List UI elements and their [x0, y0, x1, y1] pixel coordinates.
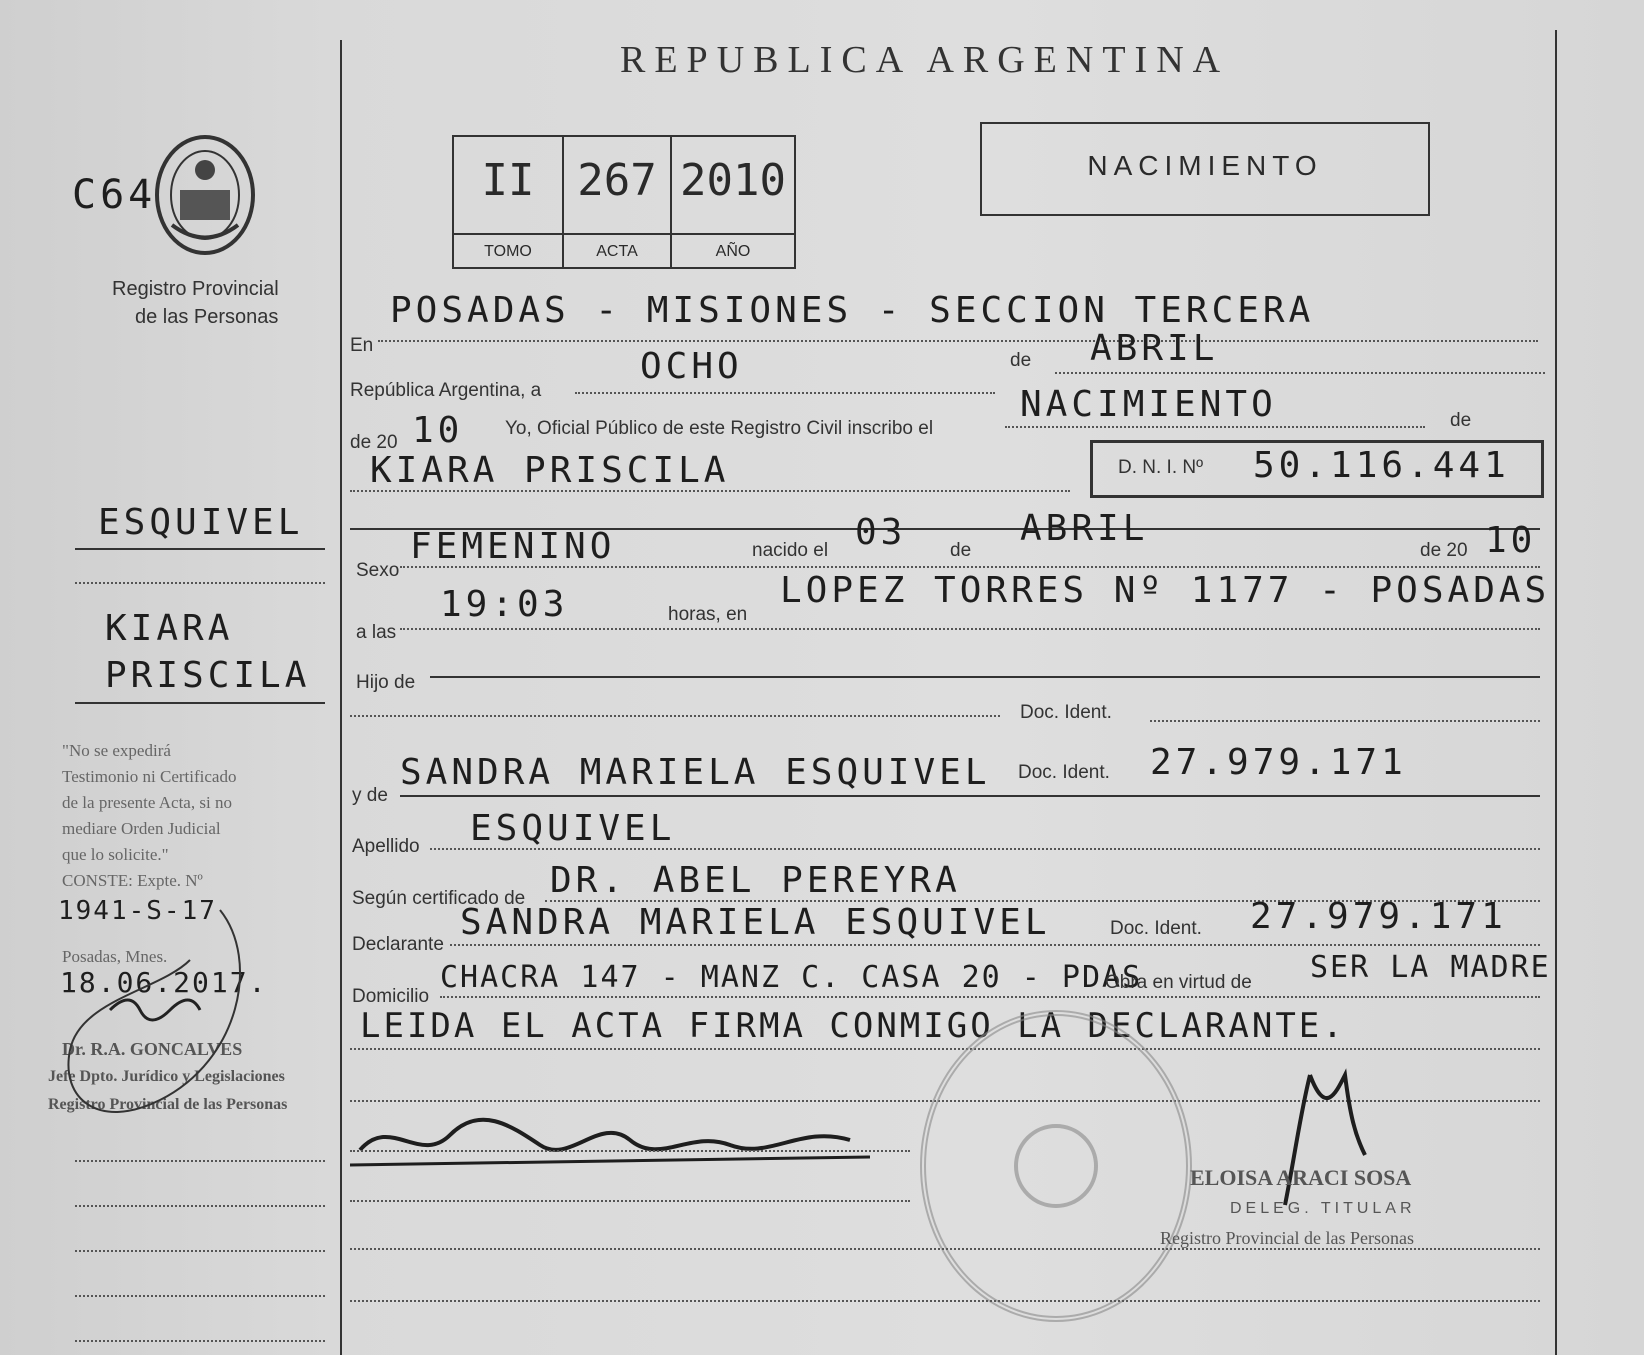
margin-place: Posadas, Mnes. [62, 947, 168, 966]
birth-certificate-page: C64 Registro Provincial de las Personas ESQUIVEL KIARA PRISCILA "No se expedirá Testimonio ni Certificado de la presente Acta, si no mediare Orden Judicial que lo solicite." CONSTE: Expte. Nº 1941-S-17 Posadas, Mnes. 18.06.2017. Dr. R.A. GONCALVES Jefe Dpto. Jurídico y Legislaciones Registro Provincial de las Personas REPUBLICA ARGENTINA II TOMO 267 ACTA 2010 AÑO NACIMIENTO En POSADAS - MISIONES - SECCION TERCERA República Argentina, a OCHO de ABRIL de 20 10 Yo, Oficial Público de este Registro Civil inscribo el NACIMIENTO de KIARA PRISCILA D. N. I. Nº 50.116.441 Sexo FEMENINO nacido el 03 de ABRIL de 20 10 a las 19:03 horas, en LOPEZ TORRES Nº 1177 - POSADAS Hijo de Doc. Ident. y de SANDRA MARIELA ESQUIVEL Doc. Ident. 27.979.171 Apellido ESQUIVEL Según certificado de DR. ABEL PEREYRA Declarante SANDRA MARIELA ESQUIVEL Doc. Ident. 27.979.171 Domicilio CHACRA 147 - MANZ C. CASA 20 - PDAS Obra en virtud de SER LA MADRE LEIDA EL ACTA FIRMA CONMIGO LA DECLARANTE. ELOISA ARACI SOSA DELEG. TITULAR Registro Provincial de las Personas [0, 0, 1644, 1355]
label-doc-ident-3: Doc. Ident. [1110, 918, 1202, 939]
value-sexo: FEMENINO [410, 526, 616, 567]
value-nac-dia: 03 [855, 512, 907, 553]
value-dni: 50.116.441 [1253, 445, 1510, 486]
value-nac-mes: ABRIL [1020, 508, 1149, 549]
dni-box [1090, 440, 1544, 498]
value-declarante: SANDRA MARIELA ESQUIVEL [460, 902, 1051, 943]
label-a-las: a las [356, 622, 397, 643]
value-madre: SANDRA MARIELA ESQUIVEL [400, 752, 991, 793]
margin-signature [40, 900, 260, 1140]
provincial-seal-icon [150, 130, 260, 260]
margin-name2: PRISCILA [105, 655, 311, 696]
margin-name1: KIARA [105, 608, 234, 649]
value-lugar-nac: LOPEZ TORRES Nº 1177 - POSADAS [780, 570, 1551, 611]
value-anio: 10 [412, 410, 464, 451]
margin-expte: 1941-S-17 [58, 896, 217, 926]
round-registry-stamp [920, 1010, 1192, 1322]
label-republica: República Argentina, a [350, 380, 542, 401]
record-type-box [980, 122, 1430, 216]
value-dia: OCHO [640, 346, 743, 387]
label-hijo: Hijo de [356, 672, 416, 693]
value-domicilio: CHACRA 147 - MANZ C. CASA 20 - PDAS [440, 960, 1143, 995]
label-horas: horas, en [668, 604, 748, 625]
value-apellido: ESQUIVEL [470, 808, 676, 849]
label-nacido: nacido el [752, 540, 829, 561]
margin-stamp-line2: Jefe Dpto. Jurídico y Legislaciones [48, 1068, 285, 1085]
value-certificado: DR. ABEL PEREYRA [550, 860, 961, 901]
officer-signature [1255, 1055, 1375, 1215]
officer-name: ELOISA ARACI SOSA [1190, 1165, 1412, 1190]
value-nac-anio: 10 [1485, 520, 1537, 561]
registry-name-line2: de las Personas [135, 306, 279, 328]
margin-stamp-line1: Dr. R.A. GONCALVES [62, 1039, 243, 1059]
right-border [1555, 30, 1557, 1355]
label-de: de [1010, 350, 1032, 371]
officer-title: DELEG. TITULAR [1230, 1200, 1416, 1217]
label-obra: Obra en virtud de [1105, 972, 1252, 993]
registry-name-line1: Registro Provincial [112, 278, 279, 300]
value-obra: SER LA MADRE [1310, 950, 1551, 985]
label-doc-ident-2: Doc. Ident. [1018, 762, 1110, 783]
label-en: En [350, 335, 374, 356]
label-de20-2: de 20 [1420, 540, 1468, 561]
label-apellido: Apellido [352, 836, 420, 857]
margin-date: 18.06.2017. [60, 966, 268, 999]
acta-value: 267 [577, 155, 657, 206]
label-yo: Yo, Oficial Público de este Registro Civil inscribo el [505, 418, 934, 439]
value-mes: ABRIL [1090, 328, 1219, 369]
stamp-crest-icon [926, 1016, 1186, 1316]
label-segun: Según certificado de [352, 888, 526, 909]
label-de-3: de [950, 540, 972, 561]
label-dni: D. N. I. Nº [1118, 457, 1204, 478]
value-madre-doc: 27.979.171 [1150, 742, 1407, 783]
record-type: NACIMIENTO [1087, 150, 1323, 181]
officer-org: Registro Provincial de las Personas [1160, 1228, 1414, 1248]
folio-number: C64 [72, 172, 157, 218]
tomo-value: II [481, 155, 535, 206]
country-title: REPUBLICA ARGENTINA [620, 39, 1230, 81]
label-de-2: de [1450, 410, 1472, 431]
value-hora: 19:03 [440, 584, 569, 625]
anio-label: AÑO [715, 243, 751, 260]
label-domicilio: Domicilio [352, 986, 430, 1007]
anio-value: 2010 [680, 155, 786, 206]
label-y-de: y de [352, 785, 388, 806]
value-leida: LEIDA EL ACTA FIRMA CONMIGO LA DECLARANTE. [360, 1006, 1346, 1046]
act-number-box [452, 135, 796, 269]
label-de20: de 20 [350, 432, 398, 453]
label-declarante: Declarante [352, 934, 444, 955]
value-lugar: POSADAS - MISIONES - SECCION TERCERA [390, 290, 1315, 331]
declarante-signature [350, 1095, 870, 1175]
margin-divider [340, 40, 342, 1355]
value-nombre: KIARA PRISCILA [370, 450, 730, 491]
label-sexo: Sexo [356, 560, 400, 581]
acta-label: ACTA [596, 243, 638, 260]
value-tipo: NACIMIENTO [1020, 384, 1277, 425]
margin-stamp-line3: Registro Provincial de las Personas [48, 1096, 288, 1113]
label-doc-ident: Doc. Ident. [1020, 702, 1112, 723]
tomo-label: TOMO [484, 243, 532, 260]
margin-surname: ESQUIVEL [98, 502, 304, 543]
value-declarante-doc: 27.979.171 [1250, 896, 1507, 937]
